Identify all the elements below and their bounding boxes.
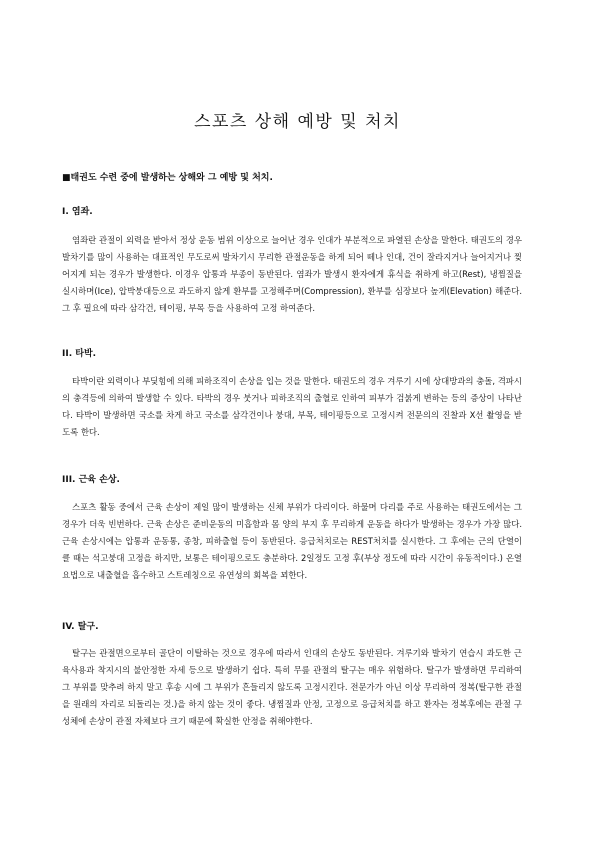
section-heading-dislocation: IV. 탈구.: [62, 622, 99, 632]
section-heading-bruise: II. 타박.: [62, 349, 97, 359]
section-body-bruise: 타박이란 외력이나 부딪힘에 의해 피하조직이 손상을 입는 것을 말한다. 태권도의 경우 겨루기 시에 상대방과의 충돌, 격파시의 충격등에 의하여 발생할 수 있다. 타박의 경우 붓거나 피하조직의 출혈로 인하여 피부가 검붉게 변하는 등의 증상이 나타난다. 타박이 발생하면 국소를 차게 하고 국소를 삼각건이나 붕대, 부목, 테이핑등으로 고정시켜 전문의의 진찰과 X선 촬영을 받도록 한다.: [62, 376, 522, 437]
section-body-muscle-injury: 스포츠 활동 중에서 근육 손상이 제일 많이 발생하는 신체 부위가 다리이다. 하물며 다리를 주로 사용하는 태권도에서는 그 경우가 더욱 빈번하다. 근육 손상은 준비운동의 미흡함과 몸 양의 부지 후 무리하게 운동을 하다가 발생하는 경우가 가장 많다. 근육 손상시에는 압통과 운동통, 종창, 피하출혈 등이 동반된다. 응급처치로는 REST처치를 실시한다. 그 후에는 근의 단열이 클 때는 석고붕대 고정을 하지만, 보통은 테이핑으로도 충분하다. 2일정도 고정 후(부상 정도에 따라 시간이 유동적이다.) 온열요법으로 내출혈을 흡수하고 스트레칭으로 유연성의 회복을 꾀한다.: [62, 502, 522, 580]
intro-line: ■태권도 수련 중에 발생하는 상해와 그 예방 및 처치.: [62, 173, 273, 183]
document-title: 스포츠 상해 예방 및 처치: [194, 112, 401, 132]
section-body-dislocation: 탈구는 관절면으로부터 골단이 이탈하는 것으로 경우에 따라서 인대의 손상도 동반된다. 겨루기와 발차기 연습시 과도한 근육사용과 착지시의 불안정한 자세 등으로 발생하기 쉽다. 특히 무릎 관절의 탈구는 매우 위험하다. 탈구가 발생하면 무리하여 그 부위를 맞추려 하지 말고 후송 시에 그 부위가 흔들리지 않도록 고정시킨다. 전문가가 아닌 이상 무리하여 정복(탈구한 관절을 원래의 자리로 되돌리는 것.)을 하지 않는 것이 좋다. 냉찜질과 안정, 고정으로 응급처치를 하고 환자는 정복후에는 관절 구성체에 손상이 관절 자체보다 크기 때문에 확실한 안정을 취해야한다.: [62, 648, 522, 726]
section-body-sprain: 염좌란 관절이 외력을 받아서 정상 운동 범위 이상으로 늘어난 경우 인대가 부분적으로 파열된 손상을 말한다. 태권도의 경우 발차기를 많이 사용하는 대표적인 무도로써 발차기시 무리한 관절운동을 하게 되어 떼나 인대, 건이 잘라지거나 늘어지거나 찢어지게 되는 경우가 발생한다. 이경우 압통과 부종이 동반된다. 염좌가 발생시 환자에게 휴식을 취하게 하고(Rest), 냉찜질을 실시하며(Ice), 압박붕대등으로 과도하지 않게 환부를 고정해주며(Compression), 환부를 심장보다 높게(Elevation) 해준다. 그 후 필요에 따라 삼각건, 테이핑, 부목 등을 사용하여 고정 하여준다.: [62, 235, 522, 313]
section-heading-sprain: I. 염좌.: [62, 207, 93, 217]
section-heading-muscle-injury: III. 근육 손상.: [62, 475, 120, 485]
